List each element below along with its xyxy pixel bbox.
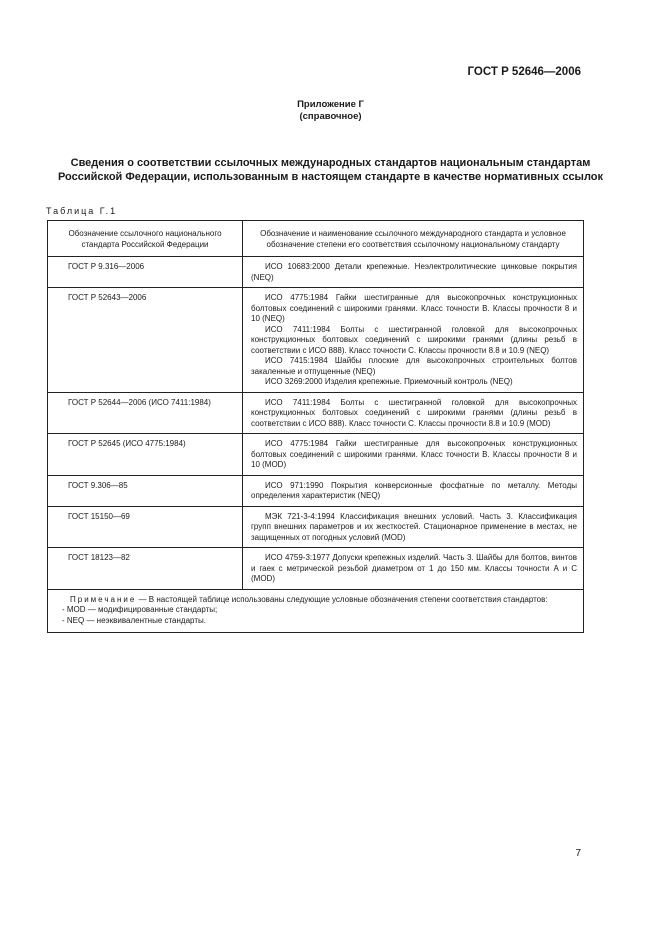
international-standard-entry: ИСО 4775:1984 Гайки шестигранные для высокопрочных конструкционных болтовых соединений с широкими гранями. Класс точности В. Классы прочности 8 и 10 (MOD) [251,439,577,469]
international-standard-entry: ИСО 4759-3:1977 Допуски крепежных изделий. Часть 3. Шайбы для болтов, винтов и гаек с метрической резьбой диаметром от 1 до 150 мм. Классы точности А и С (MOD) [251,553,577,583]
national-standard-cell: ГОСТ 15150—69 [48,506,243,548]
national-standard-cell: ГОСТ 18123—82 [48,548,243,590]
note-text: — В настоящей таблице использованы следующие условные обозначения степени соответствия стандартов: [138,594,548,604]
appendix-heading [0,99,661,123]
table-body [48,257,584,590]
table-row [48,548,584,590]
header-national-standard: Обозначение ссылочного национального стандарта Российской Федерации [48,221,243,257]
international-standard-entry: ИСО 7411:1984 Болты с шестигранной головкой для высокопрочных конструкционных болтовых соединений с широкими гранями (длины резьб в соответствии с ИСО 888). Класс точности С. Классы прочности 8.8 и 10.9 (NEQ) [251,324,577,355]
table-note [48,589,584,633]
table-note-row [48,589,584,633]
table-row [48,288,584,393]
national-standard-cell: ГОСТ Р 9.316—2006 [48,257,243,288]
international-standard-cell [243,257,584,288]
document-code-header: ГОСТ Р 52646—2006 [467,66,581,78]
table-row [48,392,584,434]
international-standard-cell [243,392,584,434]
international-standard-cell [243,288,584,393]
international-standard-entry: ИСО 4775:1984 Гайки шестигранные для высокопрочных конструкционных болтовых соединений с широкими гранями. Класс точности В. Классы прочности 8 и 10 (NEQ) [251,293,577,323]
international-standard-entry: ИСО 3269:2000 Изделия крепежные. Приемочный контроль (NEQ) [265,377,513,386]
note-item: - MOD — модифицированные стандарты; [62,605,218,614]
international-standard-entry: ИСО 7411:1984 Болты с шестигранной головкой для высокопрочных конструкционных болтовых соединений с широкими гранями (длины резьб в соответствии с ИСО 888). Класс точности С. Классы прочности 8.8 и 10.9 (MOD) [251,397,577,428]
table-row [48,475,584,506]
appendix-title: Приложение Г [297,99,364,110]
national-standard-cell: ГОСТ Р 52644—2006 (ИСО 7411:1984) [48,392,243,434]
reference-standards-table [47,220,584,633]
national-standard-cell: ГОСТ Р 52643—2006 [48,288,243,393]
header-international-standard: Обозначение и наименование ссылочного международного стандарта и условное обозначение степени его соответствия ссылочному национальному стандарту [243,221,584,257]
international-standard-entry: ИСО 7415:1984 Шайбы плоские для высокопрочных строительных болтов закаленные и отпущенные (NEQ) [251,356,577,376]
national-standard-cell: ГОСТ Р 52645 (ИСО 4775:1984) [48,434,243,476]
table-row [48,257,584,288]
international-standard-cell [243,548,584,590]
note-prefix: Примечание [70,594,137,604]
international-standard-entry: ИСО 10683:2000 Детали крепежные. Неэлектролитические цинковые покрытия (NEQ) [251,262,577,282]
international-standard-entry: МЭК 721-3-4:1994 Классификация внешних условий. Часть 3. Классификация групп внешних параметров и их жесткостей. Стационарное применение в местах, не защищенных от погодных условий (MOD) [251,511,577,542]
international-standard-cell [243,434,584,476]
table-row [48,434,584,476]
international-standard-entry: ИСО 971:1990 Покрытия конверсионные фосфатные по металлу. Методы определения характеристик (NEQ) [251,480,577,500]
international-standard-cell [243,506,584,548]
page-number: 7 [575,848,581,859]
note-list [58,605,575,626]
note-item: - NEQ — неэквивалентные стандарты. [62,615,206,625]
table-label: Таблица Г.1 [46,206,118,216]
section-title: Сведения о соответствии ссылочных международных стандартов национальным стандартам Российской Федерации, использованным в настоящем стандарте в качестве нормативных ссылок [57,157,604,183]
table-header-row [48,221,584,257]
table-row [48,506,584,548]
national-standard-cell: ГОСТ 9.306—85 [48,475,243,506]
appendix-subtitle: (справочное) [299,111,362,122]
international-standard-cell [243,475,584,506]
